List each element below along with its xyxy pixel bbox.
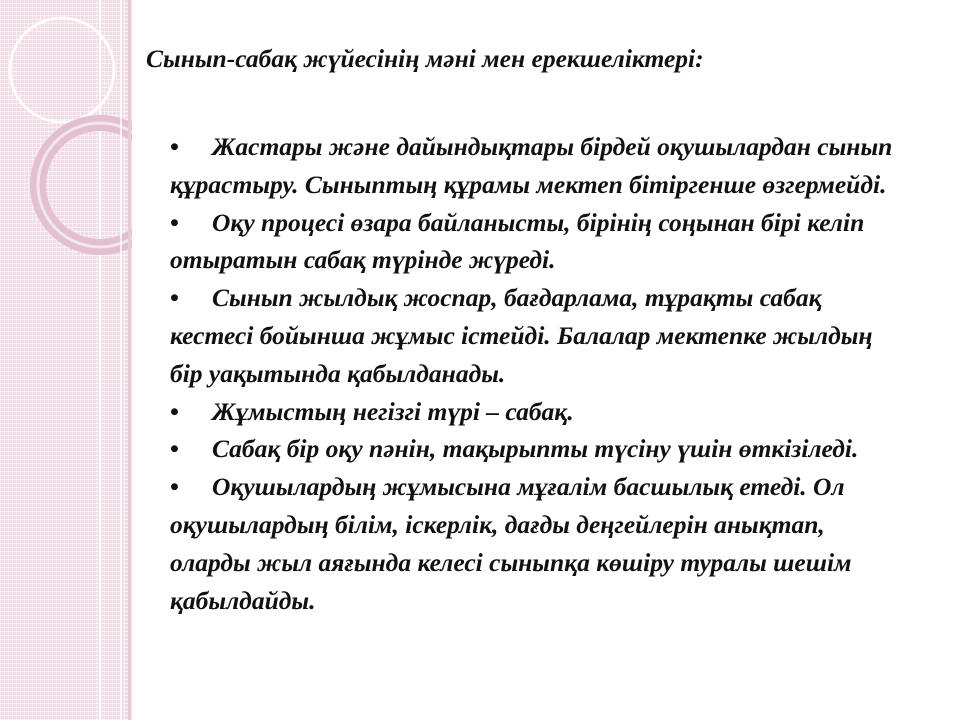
bullet-item [170,393,910,431]
bullet-text: Оқу процесі өзара байланысты, бірінің соңынан бірі келіп отыратын сабақ түрінде жүреді. [170,207,865,275]
bullet-icon: • [170,283,179,313]
bullet-list [170,128,910,619]
bullet-icon: • [170,396,179,426]
bullet-text: Сынып жылдық жоспар, бағдарлама, тұрақты сабақ кестесі бойынша жұмыс істейді. Балалар мектепке жылдың бір уақытында қабылданады. [170,283,873,388]
decorative-rings [0,0,132,720]
bullet-icon: • [170,207,179,237]
bullet-text: Жастары және дайындықтары бірдей оқушылардан сынып құрастыру. Сыныптың құрамы мектеп бітіргенше өзгермейді. [170,132,893,199]
bullet-item [170,279,910,392]
bullet-text: Сабақ бір оқу пәнін, тақырыпты түсіну үшін өткізіледі. [212,434,859,464]
decorative-side-panel [0,0,132,720]
bullet-item [170,204,910,280]
slide-title: Сынып-сабақ жүйесінің мәні мен ерекшеліктері: [146,44,704,73]
decorative-ring-top [10,18,114,122]
decorative-edge [128,0,131,720]
bullet-item [170,430,910,468]
decorative-edge-light [120,0,122,720]
bullet-icon: • [170,434,179,464]
bullet-text: Жұмыстың негізгі түрі – сабақ. [212,396,574,426]
bullet-item [170,468,910,619]
bullet-text: Оқушылардың жұмысына мұғалім басшылық етеді. Ол оқушылардың білім, іскерлік, дағды деңгейлерін анықтап, оларды жыл аяғында келесі сыныпқа көшіру туралы шешім қабылдайды. [170,472,852,615]
bullet-item [170,128,910,204]
bullet-icon: • [170,472,179,502]
bullet-icon: • [170,132,179,161]
decorative-ring-large [38,123,132,247]
